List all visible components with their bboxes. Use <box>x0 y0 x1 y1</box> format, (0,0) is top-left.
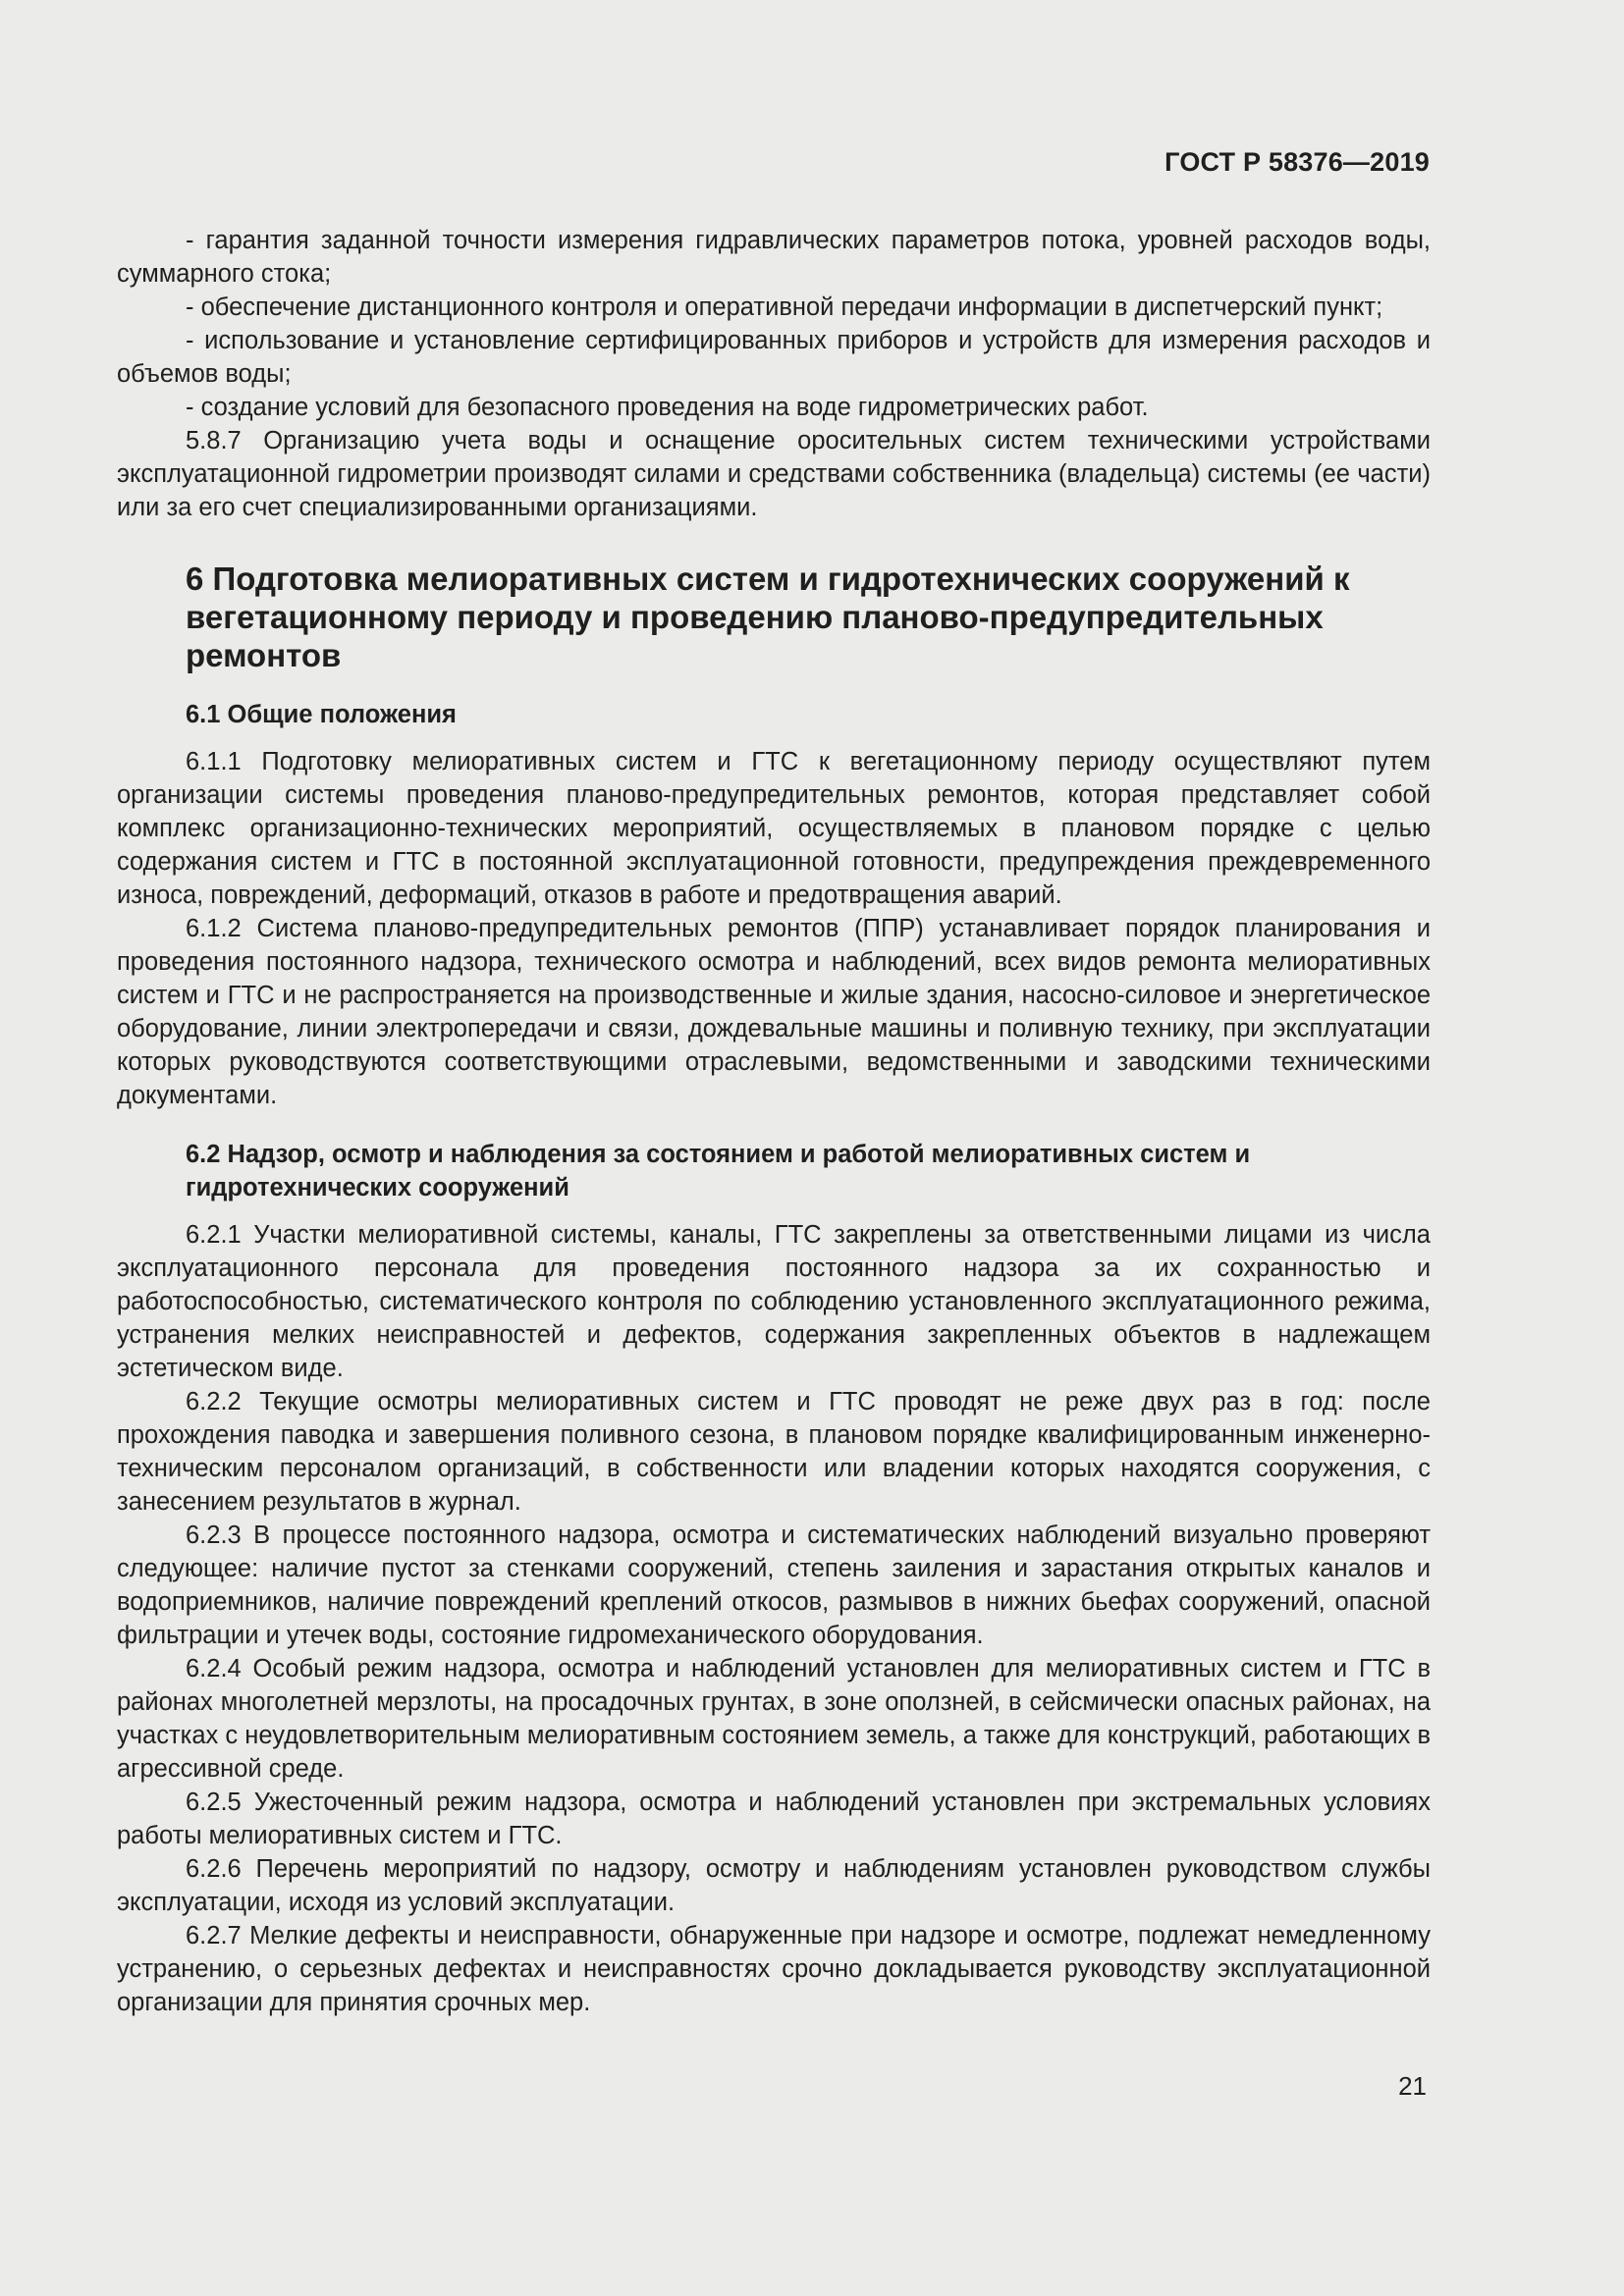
paragraph: 6.2.6 Перечень мероприятий по надзору, осмотру и наблюдениям установлен руководством службы эксплуатации, исходя из условий эксплуатации. <box>117 1855 1431 1916</box>
section-title: 6 Подготовка мелиоративных систем и гидротехнических сооружений к вегетационному периоду и проведению планово-предупредительных ремонтов <box>186 561 1350 673</box>
subsection-title: 6.2 Надзор, осмотр и наблюдения за состоянием и работой мелиоративных систем и гидротехнических сооружений <box>186 1141 1251 1201</box>
paragraph: 6.2.5 Ужесточенный режим надзора, осмотра и наблюдений установлен при экстремальных условиях работы мелиоративных систем и ГТС. <box>117 1789 1431 1849</box>
paragraph: 6.2.7 Мелкие дефекты и неисправности, обнаруженные при надзоре и осмотре, подлежат немедленному устранению, о серьезных дефектах и неисправностях срочно докладывается руководству эксплуатационной организации для принятия срочных мер. <box>117 1922 1431 2016</box>
paragraph: 6.2.4 Особый режим надзора, осмотра и наблюдений установлен для мелиоративных систем и ГТС в районах многолетней мерзлоты, на просадочных грунтах, в зоне оползней, в сейсмически опасных районах, на участках с неудовлетворительным мелиоративным состоянием земель, а также для конструкций, работающих в агрессивной среде. <box>117 1655 1431 1783</box>
document-body <box>117 224 1431 2019</box>
bullet-item: - гарантия заданной точности измерения гидравлических параметров потока, уровней расходов воды, суммарного стока; <box>117 227 1431 288</box>
paragraph: 6.2.2 Текущие осмотры мелиоративных систем и ГТС проводят не реже двух раз в год: после прохождения паводка и завершения поливного сезона, в плановом порядке квалифицированным инженерно-техническим персоналом организаций, в собственности или владении которых находятся сооружения, с занесением результатов в журнал. <box>117 1388 1431 1516</box>
document-code: ГОСТ Р 58376—2019 <box>1164 147 1430 177</box>
paragraph: 5.8.7 Организацию учета воды и оснащение оросительных систем техническими устройствами эксплуатационной гидрометрии производят силами и средствами собственника (владельца) системы (ее части) или за его счет специализированными организациями. <box>117 427 1431 521</box>
paragraph: 6.1.1 Подготовку мелиоративных систем и ГТС к вегетационному периоду осуществляют путем организации системы проведения планово-предупредительных ремонтов, которая представляет собой комплекс организационно-технических мероприятий, осуществляемых в плановом порядке с целью содержания систем и ГТС в постоянной эксплуатационной готовности, предупреждения преждевременного износа, повреждений, деформаций, отказов в работе и предотвращения аварий. <box>117 748 1431 909</box>
bullet-item: - обеспечение дистанционного контроля и оперативной передачи информации в диспетчерский пункт; <box>186 294 1383 321</box>
bullet-item: - использование и установление сертифицированных приборов и устройств для измерения расходов и объемов воды; <box>117 327 1431 388</box>
subsection-title: 6.1 Общие положения <box>186 701 457 728</box>
paragraph: 6.1.2 Система планово-предупредительных ремонтов (ППР) устанавливает порядок планирования и проведения постоянного надзора, технического осмотра и наблюдений, всех видов ремонта мелиоративных систем и ГТС и не распространяется на производственные и жилые здания, насосно-силовое и энергетическое оборудование, линии электропередачи и связи, дождевальные машины и поливную технику, при эксплуатации которых руководствуются соответствующими отраслевыми, ведомственными и заводскими техническими документами. <box>117 915 1431 1109</box>
paragraph: 6.2.3 В процессе постоянного надзора, осмотра и систематических наблюдений визуально проверяют следующее: наличие пустот за стенками сооружений, степень заиления и зарастания открытых каналов и водоприемников, наличие повреждений креплений откосов, размывов в нижних бьефах сооружений, опасной фильтрации и утечек воды, состояние гидромеханического оборудования. <box>117 1522 1431 1649</box>
bullet-item: - создание условий для безопасного проведения на воде гидрометрических работ. <box>186 394 1149 421</box>
page-number: 21 <box>1398 2071 1427 2101</box>
paragraph: 6.2.1 Участки мелиоративной системы, каналы, ГТС закреплены за ответственными лицами из числа эксплуатационного персонала для проведения постоянного надзора за их сохранностью и работоспособностью, систематического контроля по соблюдению установленного эксплуатационного режима, устранения мелких неисправностей и дефектов, содержания закрепленных объектов в надлежащем эстетическом виде. <box>117 1221 1431 1382</box>
